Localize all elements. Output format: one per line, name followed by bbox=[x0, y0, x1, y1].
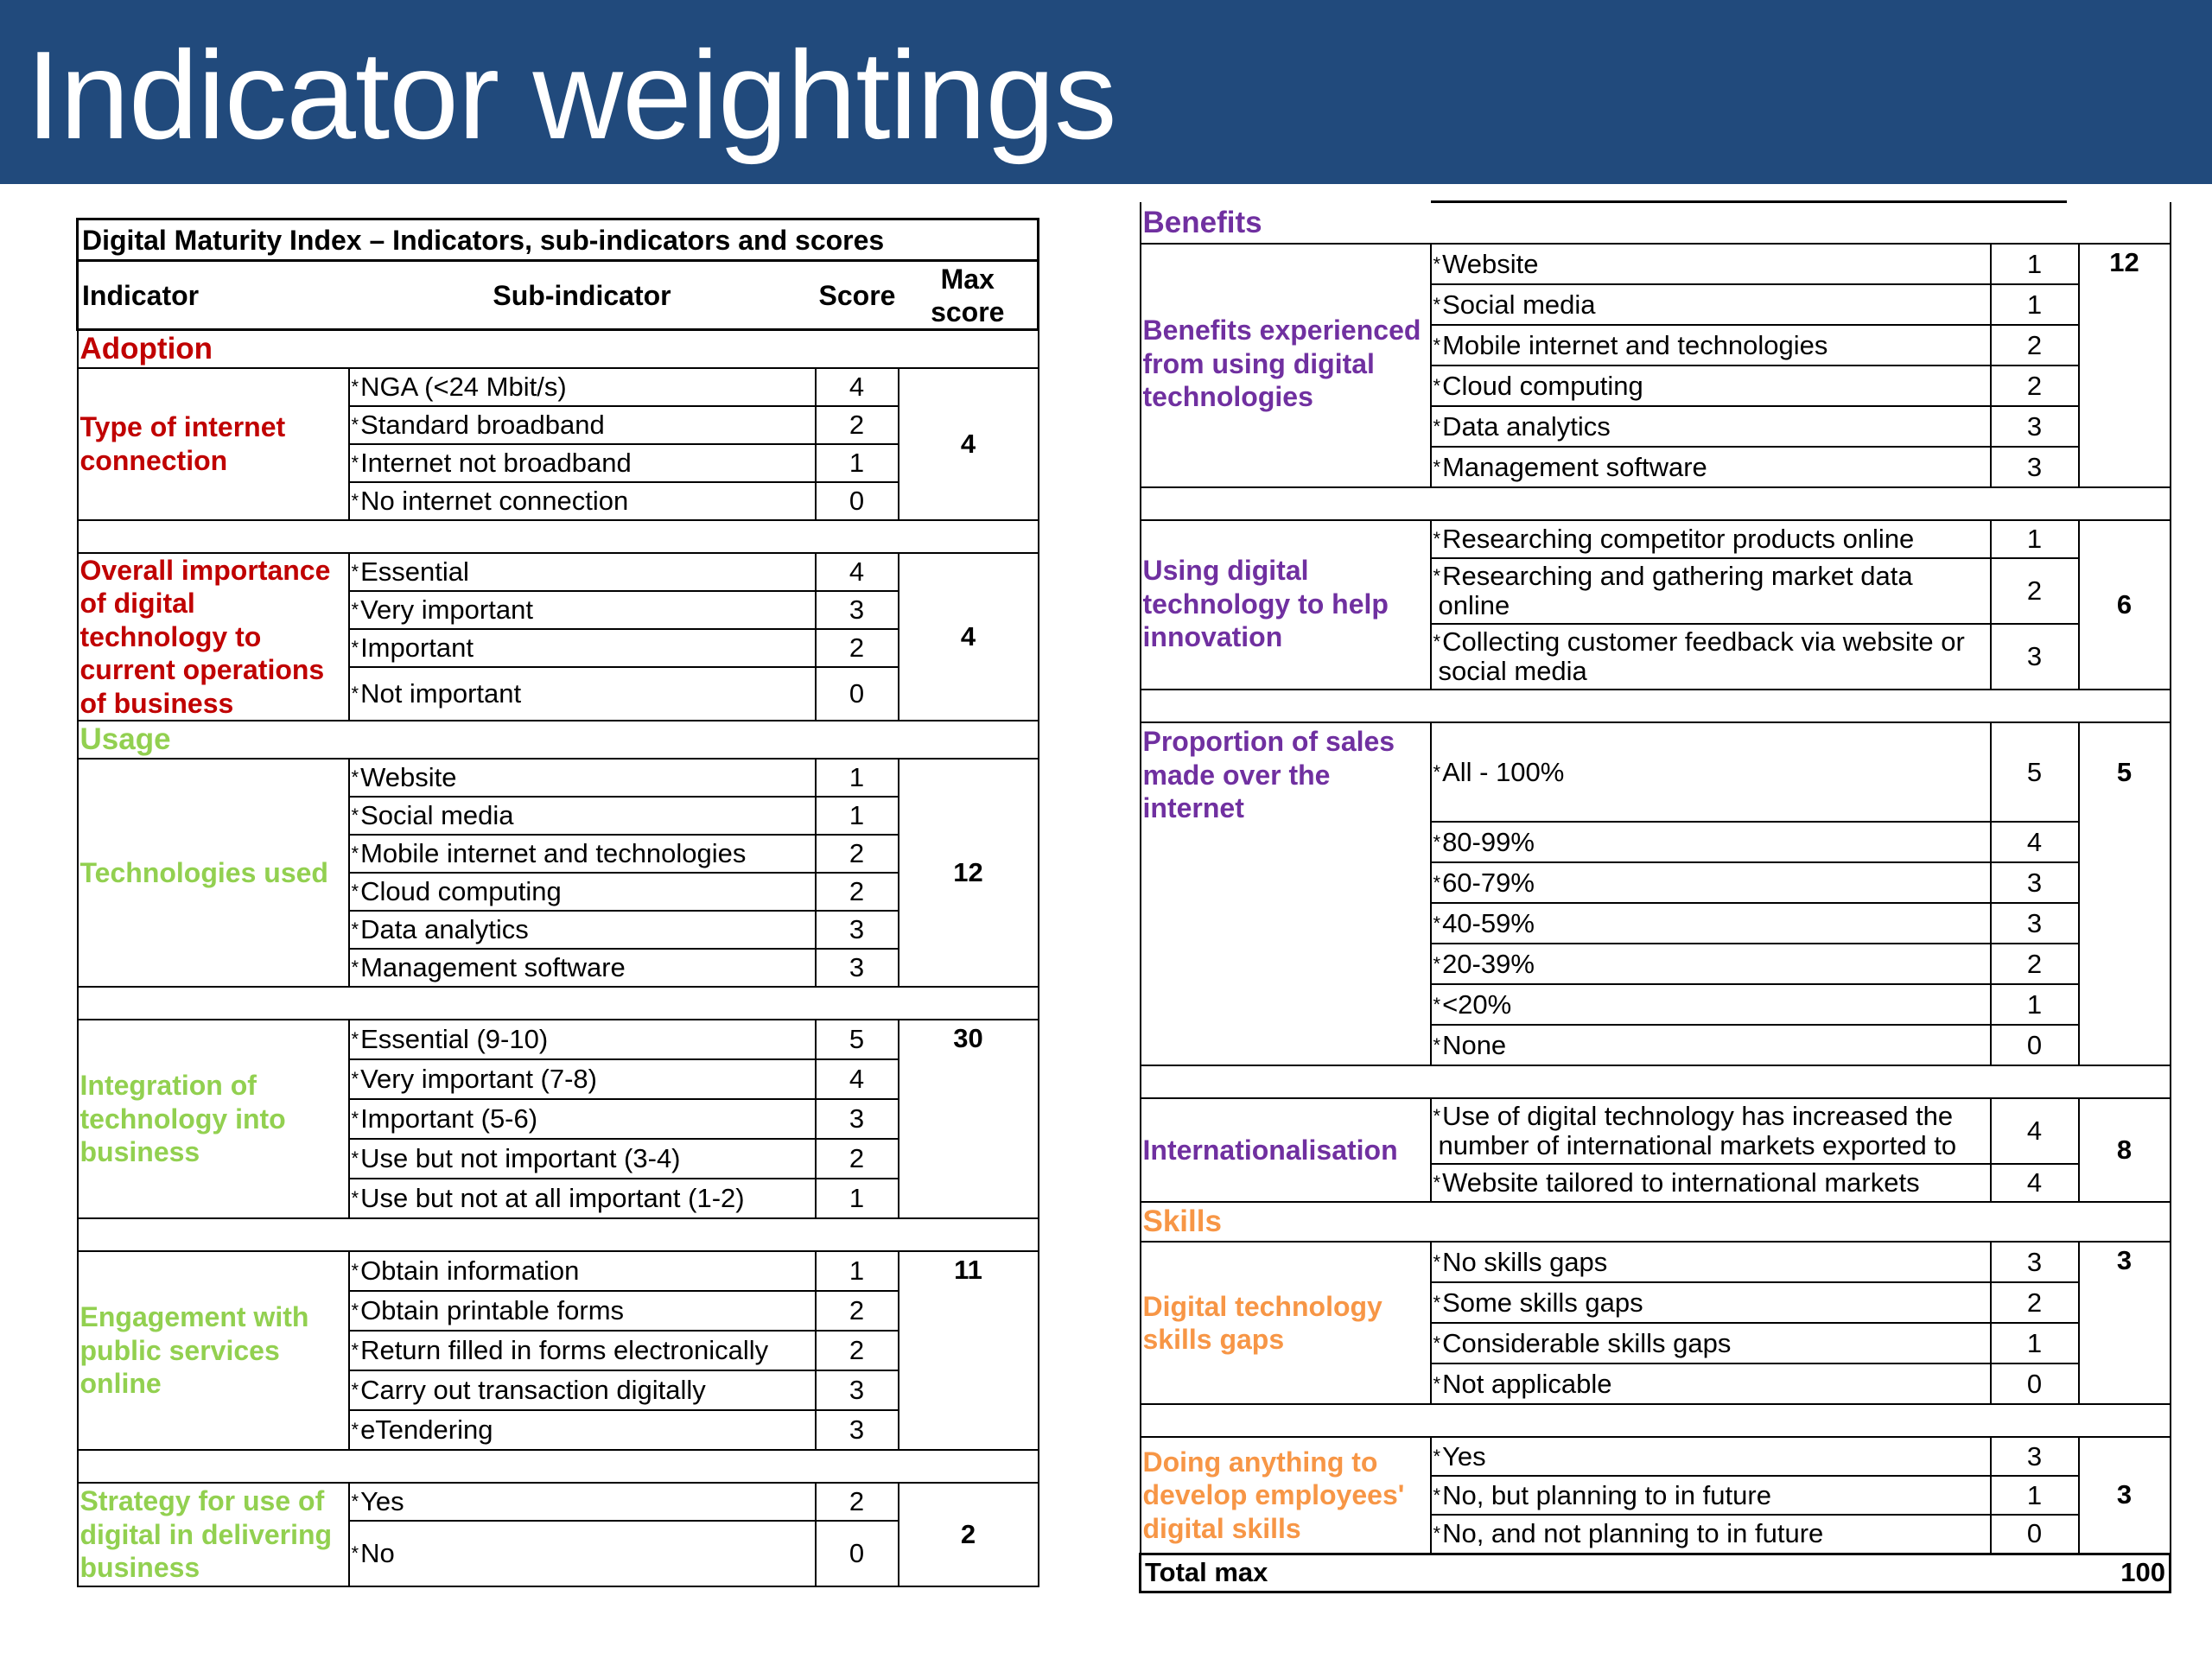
max-score-cell: 2 bbox=[899, 1483, 1039, 1586]
sub-indicator: * Cloud computing bbox=[349, 873, 816, 911]
sub-indicator: * No internet connection bbox=[349, 482, 816, 520]
spacer-row bbox=[78, 987, 1039, 1020]
sub-indicator: * Data analytics bbox=[1431, 406, 1991, 447]
spacer-row bbox=[1141, 690, 2171, 722]
total-max-label: Total max bbox=[1141, 1554, 1431, 1592]
table-header-row bbox=[78, 261, 1039, 330]
sub-indicator: * Yes bbox=[349, 1483, 816, 1521]
score-cell: 2 bbox=[1991, 365, 2079, 406]
page-title: Indicator weightings bbox=[26, 25, 1116, 165]
indicator-type-of-internet-connection: Type of internet connection bbox=[78, 368, 349, 520]
max-score-cell: 30 bbox=[899, 1020, 1039, 1218]
score-cell: 2 bbox=[816, 406, 899, 444]
score-cell: 5 bbox=[816, 1020, 899, 1059]
score-cell: 3 bbox=[816, 1099, 899, 1139]
score-cell: 0 bbox=[1991, 1025, 2079, 1065]
sub-indicator: * Very important bbox=[349, 591, 816, 629]
indicator-integration-of-technology: Integration of technology into business bbox=[78, 1020, 349, 1218]
max-score-cell: 4 bbox=[899, 553, 1039, 721]
sub-indicator: * Social media bbox=[1431, 284, 1991, 325]
max-score-cell: 11 bbox=[899, 1251, 1039, 1450]
max-score-cell: 3 bbox=[2079, 1437, 2171, 1554]
score-cell: 2 bbox=[816, 1139, 899, 1179]
sub-indicator: * Obtain information bbox=[349, 1251, 816, 1291]
score-cell: 5 bbox=[1991, 722, 2079, 822]
spacer-row bbox=[78, 1218, 1039, 1251]
sub-indicator: * Not important bbox=[349, 667, 816, 721]
indicator-digital-skills-gaps: Digital technology skills gaps bbox=[1141, 1242, 1431, 1404]
sub-indicator: * 40-59% bbox=[1431, 903, 1991, 944]
score-cell: 3 bbox=[1991, 447, 2079, 487]
score-cell: 3 bbox=[1991, 862, 2079, 903]
sub-indicator: * All - 100% bbox=[1431, 722, 1991, 822]
right-indicator-table bbox=[1139, 202, 2171, 1593]
indicator-overall-importance: Overall importance of digital technology to current operations of business bbox=[78, 553, 349, 721]
score-cell: 2 bbox=[816, 1291, 899, 1331]
sub-indicator: * Mobile internet and technologies bbox=[1431, 325, 1991, 365]
sub-indicator: * 60-79% bbox=[1431, 862, 1991, 903]
table-caption: Digital Maturity Index – Indicators, sub-indicators and scores bbox=[78, 219, 1039, 261]
sub-indicator: * Researching competitor products online bbox=[1431, 520, 1991, 558]
sub-indicator: * Return filled in forms electronically bbox=[349, 1331, 816, 1370]
score-cell: 1 bbox=[816, 444, 899, 482]
sub-indicator: * Standard broadband bbox=[349, 406, 816, 444]
sub-indicator: * No skills gaps bbox=[1431, 1242, 1991, 1282]
sub-indicator: * Management software bbox=[349, 949, 816, 987]
sub-indicator: * Important (5-6) bbox=[349, 1099, 816, 1139]
indicator-engagement-with-public-services: Engagement with public services online bbox=[78, 1251, 349, 1450]
max-score-cell: 8 bbox=[2079, 1098, 2171, 1202]
sub-indicator: * No, and not planning to in future bbox=[1431, 1515, 1991, 1554]
sub-indicator: * Use of digital technology has increased the number of international markets exported to bbox=[1431, 1098, 1991, 1164]
section-benefits: Benefits bbox=[1141, 202, 2171, 244]
score-cell: 4 bbox=[1991, 1164, 2079, 1202]
score-cell: 4 bbox=[1991, 1098, 2079, 1164]
sub-indicator: * Obtain printable forms bbox=[349, 1291, 816, 1331]
sub-indicator: * Mobile internet and technologies bbox=[349, 835, 816, 873]
score-cell: 1 bbox=[1991, 284, 2079, 325]
indicator-proportion-of-sales: Proportion of sales made over the internet bbox=[1141, 722, 1431, 1065]
sub-indicator: * Collecting customer feedback via website or social media bbox=[1431, 624, 1991, 690]
sub-indicator: * Website bbox=[349, 759, 816, 797]
score-cell: 0 bbox=[816, 482, 899, 520]
sub-indicator: * Management software bbox=[1431, 447, 1991, 487]
sub-indicator: * Considerable skills gaps bbox=[1431, 1323, 1991, 1363]
sub-indicator: * Some skills gaps bbox=[1431, 1282, 1991, 1323]
sub-indicator: * Yes bbox=[1431, 1437, 1991, 1476]
score-cell: 2 bbox=[816, 1483, 899, 1521]
header-sub-indicator: Sub-indicator bbox=[349, 261, 816, 330]
score-cell: 1 bbox=[1991, 984, 2079, 1025]
indicator-internationalisation: Internationalisation bbox=[1141, 1098, 1431, 1202]
score-cell: 2 bbox=[816, 629, 899, 667]
score-cell: 2 bbox=[816, 873, 899, 911]
score-cell: 3 bbox=[816, 1370, 899, 1410]
sub-indicator: * NGA (<24 Mbit/s) bbox=[349, 368, 816, 406]
score-cell: 0 bbox=[816, 1521, 899, 1586]
max-score-cell: 3 bbox=[2079, 1242, 2171, 1404]
score-cell: 2 bbox=[1991, 558, 2079, 624]
score-cell: 1 bbox=[816, 797, 899, 835]
left-indicator-table bbox=[76, 218, 1039, 1587]
indicator-develop-employees-skills: Doing anything to develop employees' digital skills bbox=[1141, 1437, 1431, 1554]
section-skills: Skills bbox=[1141, 1202, 2171, 1242]
sub-indicator: * Researching and gathering market data online bbox=[1431, 558, 1991, 624]
score-cell: 0 bbox=[1991, 1363, 2079, 1404]
spacer-row bbox=[1141, 487, 2171, 520]
score-cell: 3 bbox=[816, 591, 899, 629]
score-cell: 4 bbox=[816, 553, 899, 591]
score-cell: 3 bbox=[816, 911, 899, 949]
score-cell: 1 bbox=[816, 759, 899, 797]
header-max-score: Max score bbox=[899, 261, 1039, 330]
sub-indicator: * eTendering bbox=[349, 1410, 816, 1450]
score-cell: 1 bbox=[1991, 520, 2079, 558]
indicator-benefits-experienced: Benefits experienced from using digital technologies bbox=[1141, 244, 1431, 487]
score-cell: 4 bbox=[816, 1059, 899, 1099]
score-cell: 2 bbox=[816, 1331, 899, 1370]
table-caption-row bbox=[78, 219, 1039, 261]
total-spacer bbox=[1991, 1554, 2079, 1592]
total-spacer bbox=[1431, 1554, 1991, 1592]
score-cell: 3 bbox=[1991, 1242, 2079, 1282]
section-usage: Usage bbox=[78, 721, 1039, 759]
score-cell: 0 bbox=[1991, 1515, 2079, 1554]
score-cell: 4 bbox=[816, 368, 899, 406]
header-indicator: Indicator bbox=[78, 261, 349, 330]
score-cell: 1 bbox=[816, 1179, 899, 1218]
section-adoption: Adoption bbox=[78, 330, 1039, 368]
sub-indicator: * Important bbox=[349, 629, 816, 667]
score-cell: 1 bbox=[1991, 1323, 2079, 1363]
sub-indicator: * Data analytics bbox=[349, 911, 816, 949]
total-max-value: 100 bbox=[2079, 1554, 2171, 1592]
sub-indicator: * Website tailored to international markets bbox=[1431, 1164, 1991, 1202]
sub-indicator: * Very important (7-8) bbox=[349, 1059, 816, 1099]
score-cell: 2 bbox=[1991, 325, 2079, 365]
spacer-row bbox=[78, 520, 1039, 553]
max-score-cell: 12 bbox=[899, 759, 1039, 987]
spacer-row bbox=[1141, 1065, 2171, 1098]
score-cell: 3 bbox=[1991, 406, 2079, 447]
max-score-cell: 12 bbox=[2079, 244, 2171, 487]
score-cell: 4 bbox=[1991, 822, 2079, 862]
max-score-cell: 5 bbox=[2079, 722, 2171, 1065]
spacer-row bbox=[78, 1450, 1039, 1483]
score-cell: 2 bbox=[1991, 944, 2079, 984]
header-score: Score bbox=[816, 261, 899, 330]
score-cell: 2 bbox=[1991, 1282, 2079, 1323]
score-cell: 3 bbox=[1991, 903, 2079, 944]
spacer-row bbox=[1141, 1404, 2171, 1437]
score-cell: 3 bbox=[816, 1410, 899, 1450]
indicator-innovation: Using digital technology to help innovation bbox=[1141, 520, 1431, 690]
sub-indicator: * Carry out transaction digitally bbox=[349, 1370, 816, 1410]
sub-indicator: * Essential bbox=[349, 553, 816, 591]
max-score-cell: 6 bbox=[2079, 520, 2171, 690]
sub-indicator: * Use but not important (3-4) bbox=[349, 1139, 816, 1179]
max-score-cell: 4 bbox=[899, 368, 1039, 520]
sub-indicator: * Essential (9-10) bbox=[349, 1020, 816, 1059]
sub-indicator: * 80-99% bbox=[1431, 822, 1991, 862]
sub-indicator: * <20% bbox=[1431, 984, 1991, 1025]
sub-indicator: * Not applicable bbox=[1431, 1363, 1991, 1404]
title-banner bbox=[0, 0, 2212, 184]
score-cell: 0 bbox=[816, 667, 899, 721]
sub-indicator: * Website bbox=[1431, 244, 1991, 284]
indicator-technologies-used: Technologies used bbox=[78, 759, 349, 987]
sub-indicator: * Social media bbox=[349, 797, 816, 835]
score-cell: 3 bbox=[816, 949, 899, 987]
sub-indicator: * Internet not broadband bbox=[349, 444, 816, 482]
sub-indicator: * 20-39% bbox=[1431, 944, 1991, 984]
sub-indicator: * No bbox=[349, 1521, 816, 1586]
sub-indicator: * Use but not at all important (1-2) bbox=[349, 1179, 816, 1218]
score-cell: 2 bbox=[816, 835, 899, 873]
score-cell: 3 bbox=[1991, 1437, 2079, 1476]
indicator-strategy-for-use-of-digital: Strategy for use of digital in delivering business bbox=[78, 1483, 349, 1586]
score-cell: 3 bbox=[1991, 624, 2079, 690]
score-cell: 1 bbox=[1991, 1476, 2079, 1515]
score-cell: 1 bbox=[816, 1251, 899, 1291]
sub-indicator: * None bbox=[1431, 1025, 1991, 1065]
sub-indicator: * No, but planning to in future bbox=[1431, 1476, 1991, 1515]
sub-indicator: * Cloud computing bbox=[1431, 365, 1991, 406]
score-cell: 1 bbox=[1991, 244, 2079, 284]
